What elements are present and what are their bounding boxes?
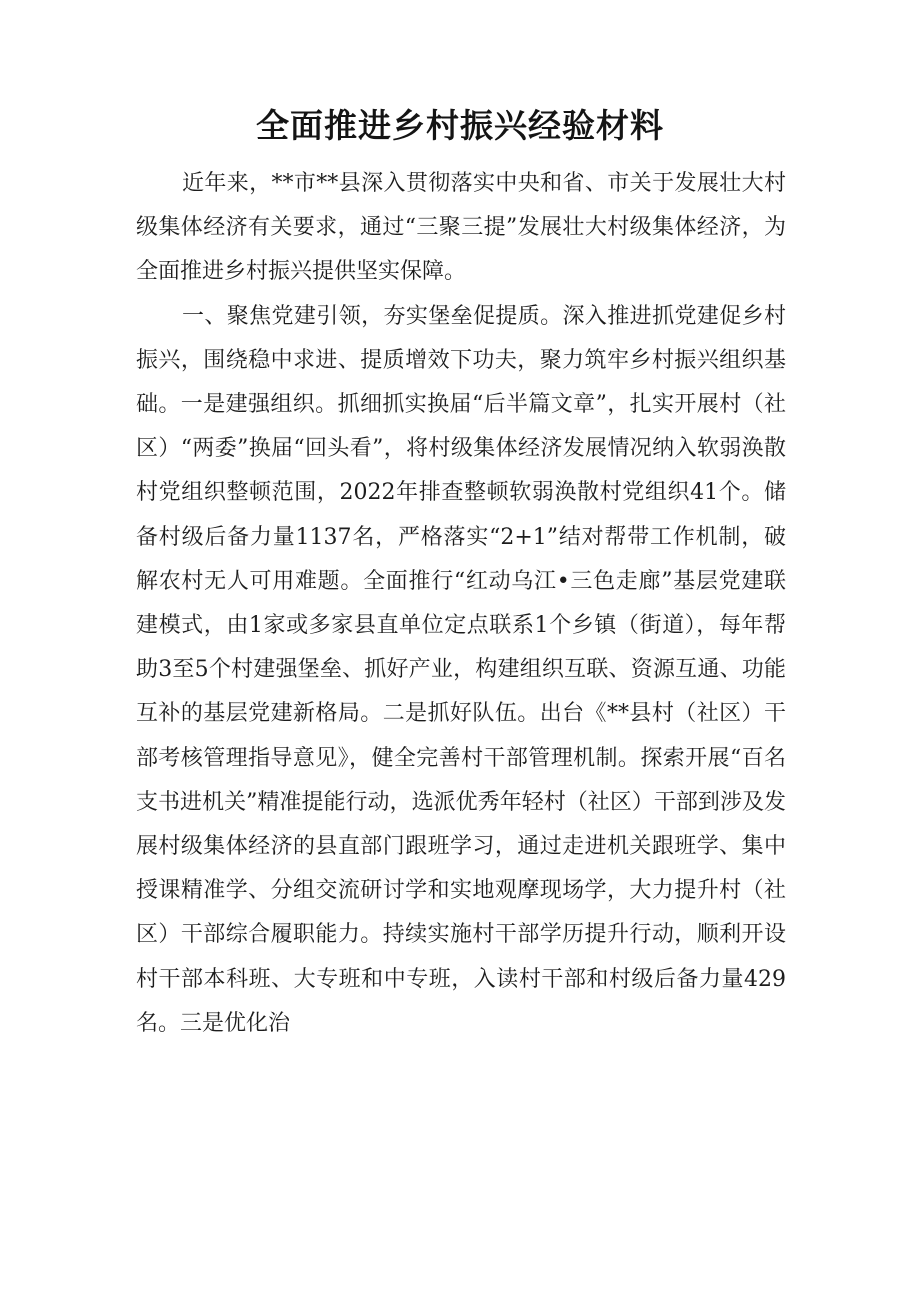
paragraph-section-one: 一、聚焦党建引领，夯实堡垒促提质。深入推进抓党建促乡村振兴，围绕稳中求进、提质增效下功夫，聚力筑牢乡村振兴组织基础。一是建强组织。抓细抓实换届“后半篇文章”，扎实开展村（社区）“两委”换届“回头看”，将村级集体经济发展情况纳入软弱涣散村党组织整顿范围，2022年排查整顿软弱涣散村党组织41个。储备村级后备力量1137名，严格落实“2+1”结对帮带工作机制，破解农村无人可用难题。全面推行“红动乌江•三色走廊”基层党建联建模式，由1家或多家县直单位定点联系1个乡镇（街道），每年帮助3至5个村建强堡垒、抓好产业，构建组织互联、资源互通、功能互补的基层党建新格局。二是抓好队伍。出台《**县村（社区）干部考核管理指导意见》，健全完善村干部管理机制。探索开展“百名支书进机关”精准提能行动，选派优秀年轻村（社区）干部到涉及发展村级集体经济的县直部门跟班学习，通过走进机关跟班学、集中授课精准学、分组交流研讨学和实地观摩现场学，大力提升村（社区）干部综合履职能力。持续实施村干部学历提升行动，顺利开设村干部本科班、大专班和中专班，入读村干部和村级后备力量429名。三是优化治	[136, 303, 786, 1036]
paragraph-intro: 近年来，**市**县深入贯彻落实中央和省、市关于发展壮大村级集体经济有关要求，通过“三聚三提”发展壮大村级集体经济，为全面推进乡村振兴提供坚实保障。	[136, 171, 786, 285]
document-title: 全面推进乡村振兴经验材料	[256, 106, 664, 145]
document-body	[136, 162, 786, 1046]
